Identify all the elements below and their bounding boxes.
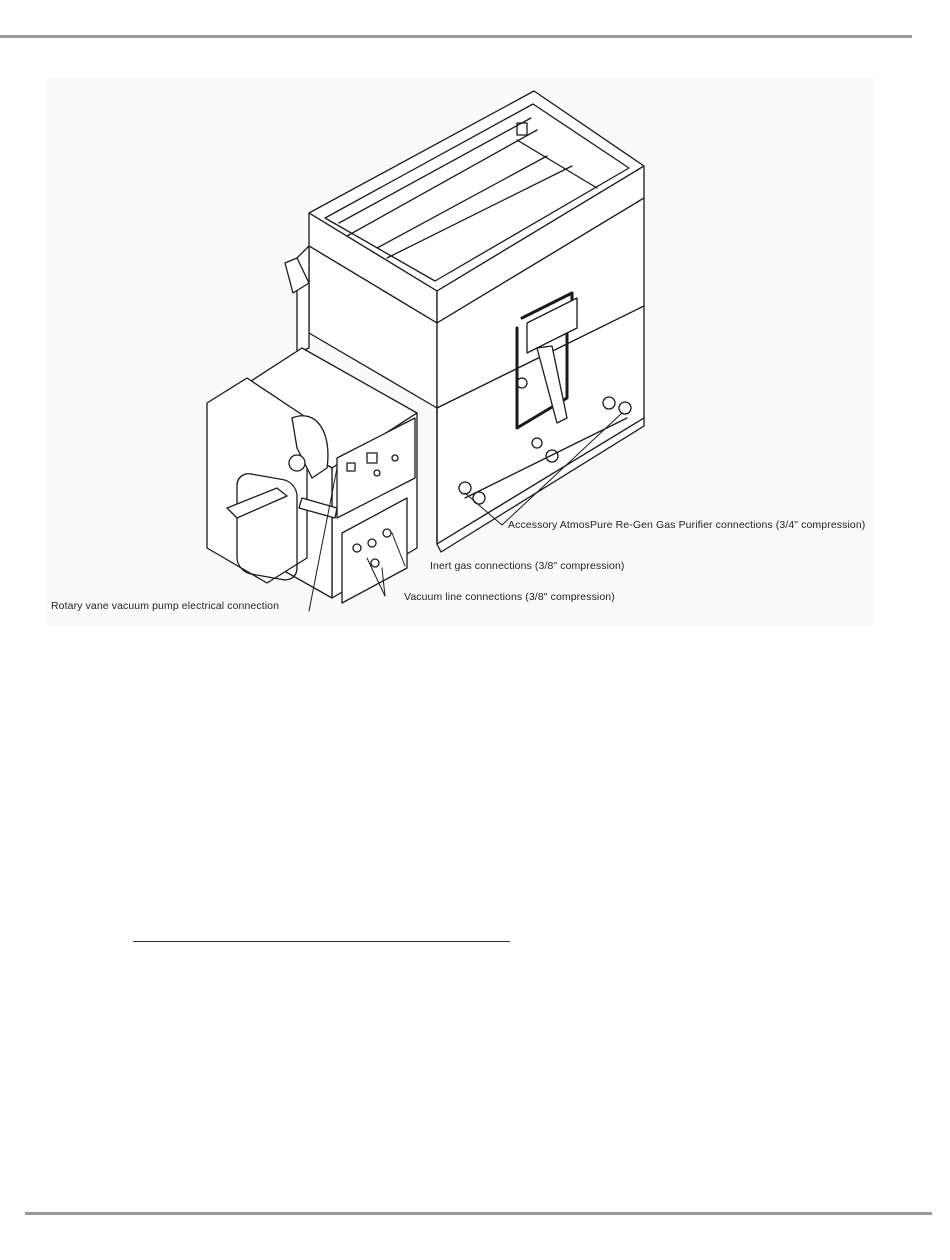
callout-vacuum-pump-electrical: Rotary vane vacuum pump electrical connection [51,600,280,612]
header-rule [0,35,912,38]
equipment-figure [47,78,875,625]
callout-purifier-connections: Accessory AtmosPure Re-Gen Gas Purifier connections (3/4" compression) [508,519,866,531]
underline-rule [133,941,510,942]
callout-inert-gas-connections: Inert gas connections (3/8" compression) [430,560,625,572]
footer-rule [25,1212,932,1215]
glovebox-drawing [47,78,875,625]
callout-vacuum-line-connections: Vacuum line connections (3/8" compression) [404,591,615,603]
